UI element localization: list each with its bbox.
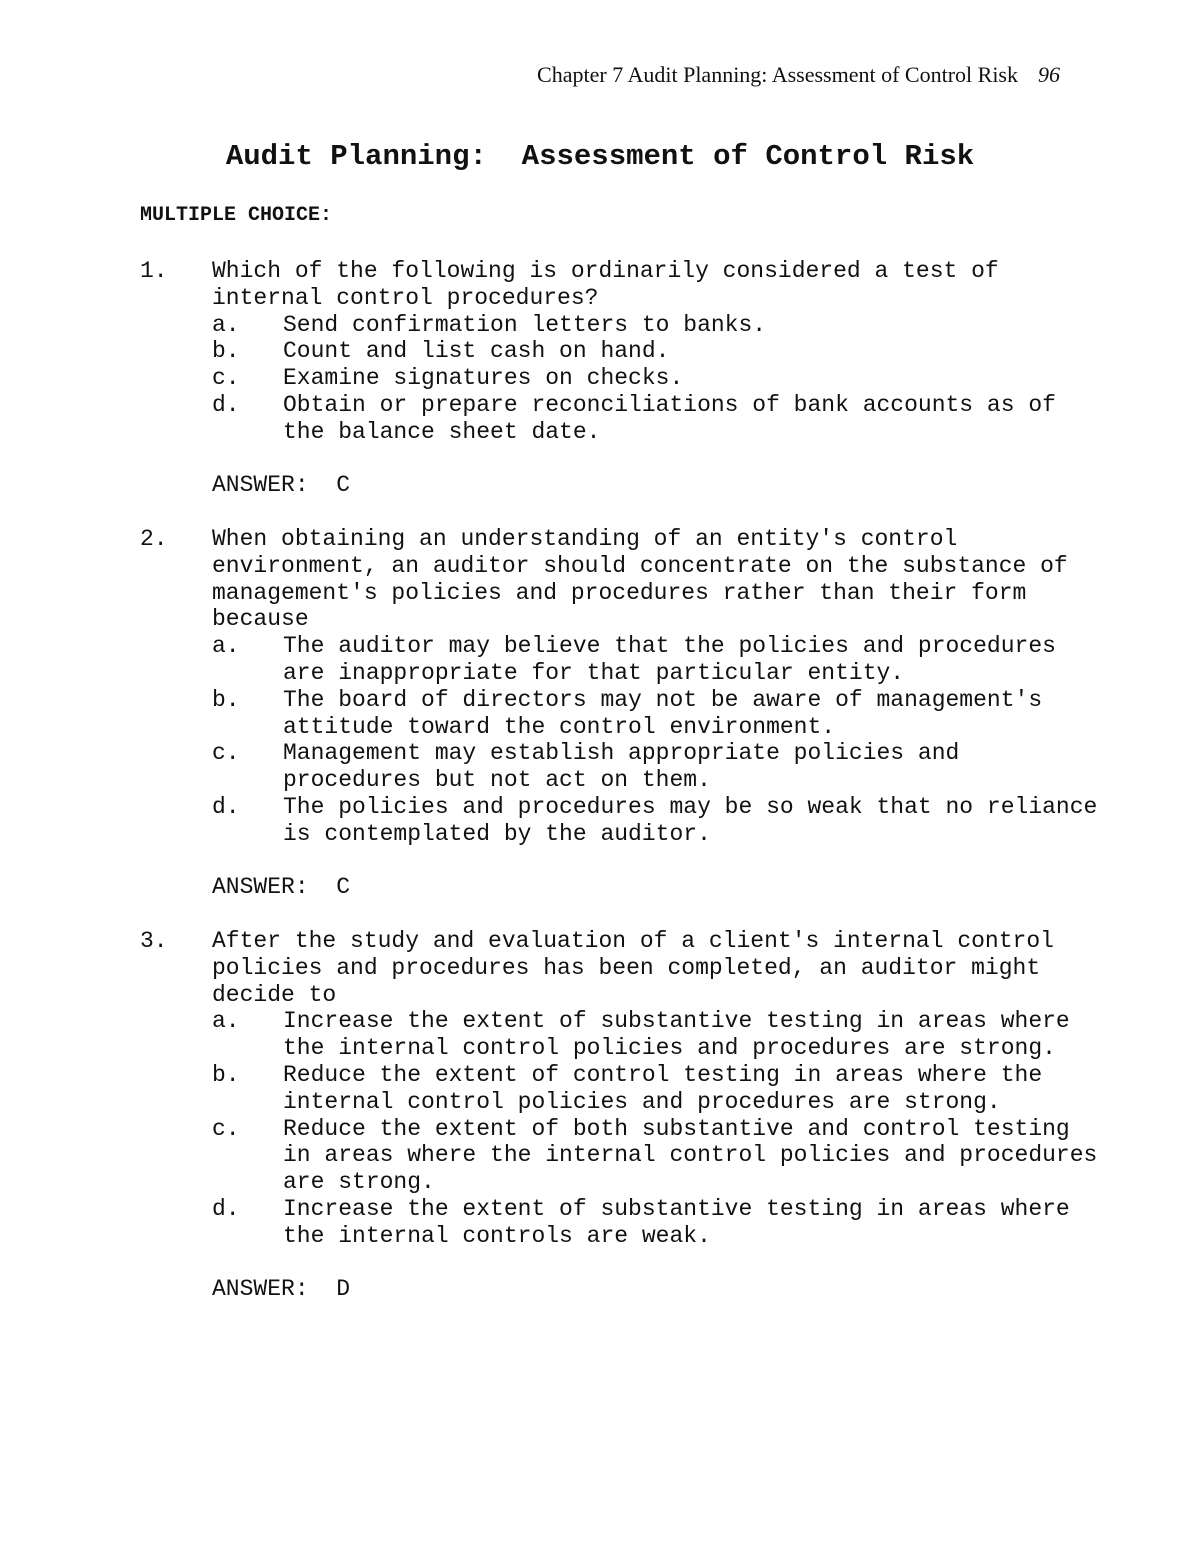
running-header — [537, 62, 1060, 88]
option-c — [212, 365, 1100, 392]
answer-line: ANSWER: C — [212, 874, 351, 901]
option-text: Examine signatures on checks. — [283, 365, 684, 392]
option-letter: d. — [212, 391, 240, 418]
option-text: The policies and procedures may be so weak that no reliance is contemplated by the auditor. — [283, 793, 1098, 847]
answer-line: ANSWER: D — [212, 1276, 351, 1303]
option-text: Increase the extent of substantive testing in areas where the internal controls are weak. — [283, 1195, 1070, 1249]
section-heading: MULTIPLE CHOICE: — [140, 204, 333, 227]
option-d — [212, 1196, 1100, 1250]
option-a — [212, 312, 1100, 339]
option-letter: c. — [212, 365, 240, 392]
option-text: Count and list cash on hand. — [283, 338, 670, 365]
question-3 — [140, 928, 1100, 1303]
question-number: 2. — [140, 525, 168, 552]
option-text: The board of directors may not be aware of management's attitude toward the control environment. — [283, 686, 1043, 740]
option-text: Reduce the extent of both substantive and control testing in areas where the internal control policies and procedures are strong. — [283, 1115, 1098, 1196]
option-letter: a. — [212, 1008, 240, 1035]
question-number: 1. — [140, 258, 168, 284]
option-d — [212, 392, 1100, 446]
option-letter: b. — [212, 1061, 240, 1088]
option-text: The auditor may believe that the policies and procedures are inappropriate for that particular entity. — [283, 633, 1056, 686]
option-text: Management may establish appropriate policies and procedures but not act on them. — [283, 740, 960, 794]
page-title: Audit Planning: Assessment of Control Risk — [225, 140, 975, 173]
option-letter: a. — [212, 633, 240, 660]
option-text: Send confirmation letters to banks. — [283, 311, 767, 338]
question-stem: After the study and evaluation of a client's internal control policies and procedures has been completed, an auditor might decide to — [212, 927, 1054, 1008]
question-2 — [140, 526, 1100, 901]
option-a — [212, 633, 1100, 687]
option-c — [212, 740, 1100, 794]
question-stem: When obtaining an understanding of an entity's control environment, an auditor should concentrate on the substance of management's policies and procedures rather than their form because — [212, 525, 1068, 633]
option-letter: b. — [212, 686, 240, 713]
option-letter: a. — [212, 311, 240, 338]
option-text: Obtain or prepare reconciliations of bank accounts as of the balance sheet date. — [283, 391, 1056, 445]
option-b — [212, 687, 1100, 741]
question-1 — [140, 258, 1100, 499]
option-letter: c. — [212, 1115, 240, 1142]
option-d — [212, 794, 1100, 848]
option-b — [212, 1062, 1100, 1116]
question-number: 3. — [140, 927, 168, 954]
option-b — [212, 338, 1100, 365]
option-text: Increase the extent of substantive testing in areas where the internal control policies and procedures are strong. — [283, 1008, 1070, 1062]
running-header-title: Chapter 7 Audit Planning: Assessment of Control Risk — [537, 62, 1018, 87]
option-c — [212, 1116, 1100, 1196]
option-a — [212, 1008, 1100, 1062]
question-list — [140, 258, 1100, 1330]
option-letter: d. — [212, 793, 240, 820]
option-letter: c. — [212, 740, 240, 767]
answer-line: ANSWER: C — [212, 472, 351, 499]
page-number: 96 — [1038, 62, 1060, 87]
option-letter: d. — [212, 1195, 240, 1222]
option-letter: b. — [212, 338, 240, 365]
option-text: Reduce the extent of control testing in areas where the internal control policies and procedures are strong. — [283, 1061, 1043, 1115]
question-stem: Which of the following is ordinarily considered a test of internal control procedures? — [212, 258, 999, 311]
